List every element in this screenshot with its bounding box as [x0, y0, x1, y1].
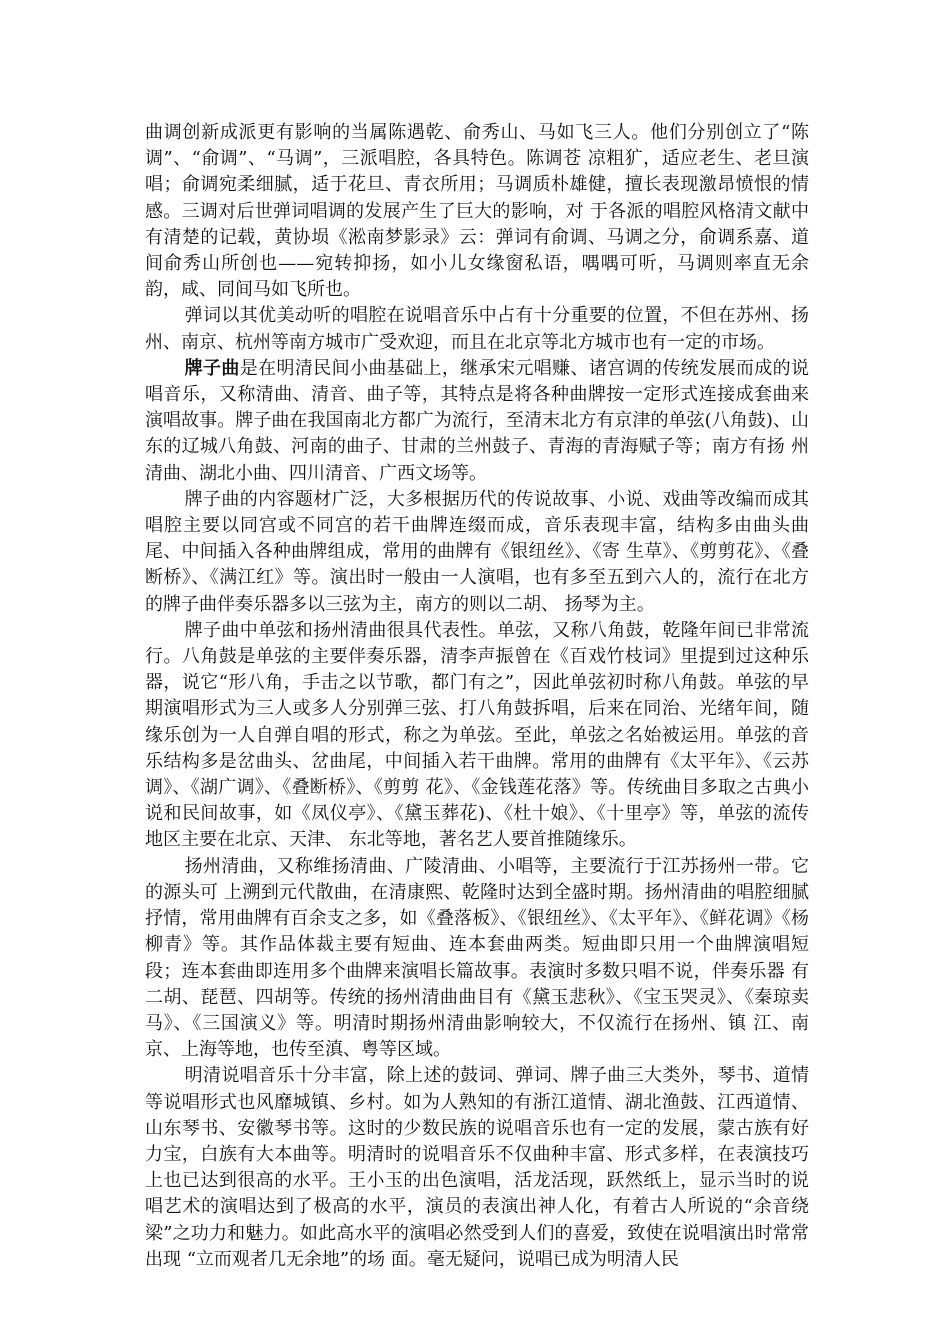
paragraph-yangzhou-qingqu: 扬州清曲，又称维扬清曲、广陵清曲、小唱等，主要流行于江苏扬州一带。它的源头可 上溯到元代散曲，在清康熙、乾隆时达到全盛时期。扬州清曲的唱腔细腻抒情，常用曲牌有百余支之多，如《叠落板》、《银纽丝》、《太平年》、《鲜花调》《杨柳青》等。其作品体裁主要有短曲、连本套曲两类。短曲即只用一个曲牌演唱短段；连本套曲即连用多个曲牌来演唱长篇故事。表演时多数只唱不说，伴奏乐器 有二胡、琵琶、四胡等。传统的扬州清曲曲目有《黛玉悲秋》、《宝玉哭灵》、《秦琼卖马》、《三国演义》等。明清时期扬州清曲影响较大，不仅流行在扬州、镇 江、南京、上海等地，也传至滇、粤等区域。 — [145, 855, 809, 1061]
paragraph-danxian: 牌子曲中单弦和扬州清曲很具代表性。单弦，又称八角鼓，乾隆年间已非常流行。八角鼓是单弦的主要伴奏乐器，清李声振曾在《百戏竹枝词》里提到过这种乐器，说它“形八角，手击之以节歌，都门有之”，因此单弦初时称八角鼓。单弦的早期演唱形式为三人或多人分别弹三弦、打八角鼓拆唱，后来在同治、光绪年间，随缘乐创为一人自弹自唱的形式，称之为单弦。至此，单弦之名始被运用。单弦的音乐结构多是岔曲头、岔曲尾，中间插入若干曲牌。常用的曲牌有《太平年》、《云苏调》、《湖广调》、《叠断桥》、《剪剪 花》、《金钱莲花落》等。传统曲目多取之古典小说和民间故事，如《凤仪亭》、《黛玉葬花)、《杜十娘》、《十里亭》等，单弦的流传地区主要在北京、天津、 东北等地，著名艺人要首推随缘乐。 — [145, 619, 809, 851]
body-text — [145, 120, 809, 1273]
paragraph-ming-qing-summary: 明清说唱音乐十分丰富，除上述的鼓词、弹词、牌子曲三大类外，琴书、道情等说唱形式也风靡城镇、乡村。如为人熟知的有浙江道情、湖北渔鼓、江西道情、山东琴书、安徽琴书等。这时的少数民族的说唱音乐也有一定的发展，蒙古族有好力宝，白族有大本曲等。明清时的说唱音乐不仅曲种丰富、形式多样，在表演技巧上也已达到很高的水平。王小玉的出色演唱，活龙活现，跃然纸上，显示当时的说唱艺术的演唱达到了极高的水平，演员的表演出神人化，有着古人所说的“余音绕梁”之功力和魅力。如此高水平的演唱必然受到人们的喜爱，致使在说唱演出时常常出现 “立而观者几无余地”的场 面。毫无疑问，说唱已成为明清人民 — [145, 1065, 809, 1270]
term-paiziqu: 牌子曲 — [184, 357, 240, 379]
paragraph-paiziqu-intro — [145, 356, 809, 487]
paragraph-paiziqu-content: 牌子曲的内容题材广泛，大多根据历代的传说故事、小说、戏曲等改编而成其唱腔主要以同宫或不同宫的若干曲牌连缀而成，音乐表现丰富，结构多由曲头曲尾、中间插入各种曲牌组成，常用的曲牌有《银纽丝》、《寄 生草》、《剪剪花》、《叠断桥》、《满江红》等。演出时一般由一人演唱，也有多至五到六人的，流行在北方的牌子曲伴奏乐器多以三弦为主，南方的则以二胡、 扬琴为主。 — [145, 488, 809, 615]
paragraph-tanci-schools: 曲调创新成派更有影响的当属陈遇乾、俞秀山、马如飞三人。他们分别创立了“陈调”、“俞调”、“马调”，三派唱腔，各具特色。陈调苍 凉粗犷，适应老生、老旦演唱；俞调宛柔细腻，适于花旦、青衣所用；马调质朴雄健，擅长表现激昂愤恨的情感。三调对后世弹词唱调的发展产生了巨大的影响，对 于各派的唱腔风格清文献中有清楚的记载，黄协埙《淞南梦影录》云：弹词有俞调、马调之分，俞调系嘉、道间俞秀山所创也——宛转抑扬，如小儿女缘窗私语，喁喁可听，马调则率直无余韵，咸、同间马如飞所也。 — [145, 122, 809, 301]
paragraph-paiziqu-intro-text: 是在明清民间小曲基础上，继承宋元唱赚、诸宫调的传统发展而成的说唱音乐，又称清曲、清音、曲子等，其特点是将各种曲牌按一定形式连接成套曲来演唱故事。牌子曲在我国南北方都广为流行，至清末北方有京津的单弦(八角鼓)、山东的辽城八角鼓、河南的曲子、甘肃的兰州鼓子、青海的青海赋子等；南方有扬 州清曲、湖北小曲、四川清音、广西文场等。 — [145, 357, 810, 484]
paragraph-tanci-popularity: 弹词以其优美动听的唱腔在说唱音乐中占有十分重要的位置，不但在苏州、扬州、南京、杭州等南方城市广受欢迎，而且在北京等北方城市也有一定的市场。 — [145, 305, 809, 353]
